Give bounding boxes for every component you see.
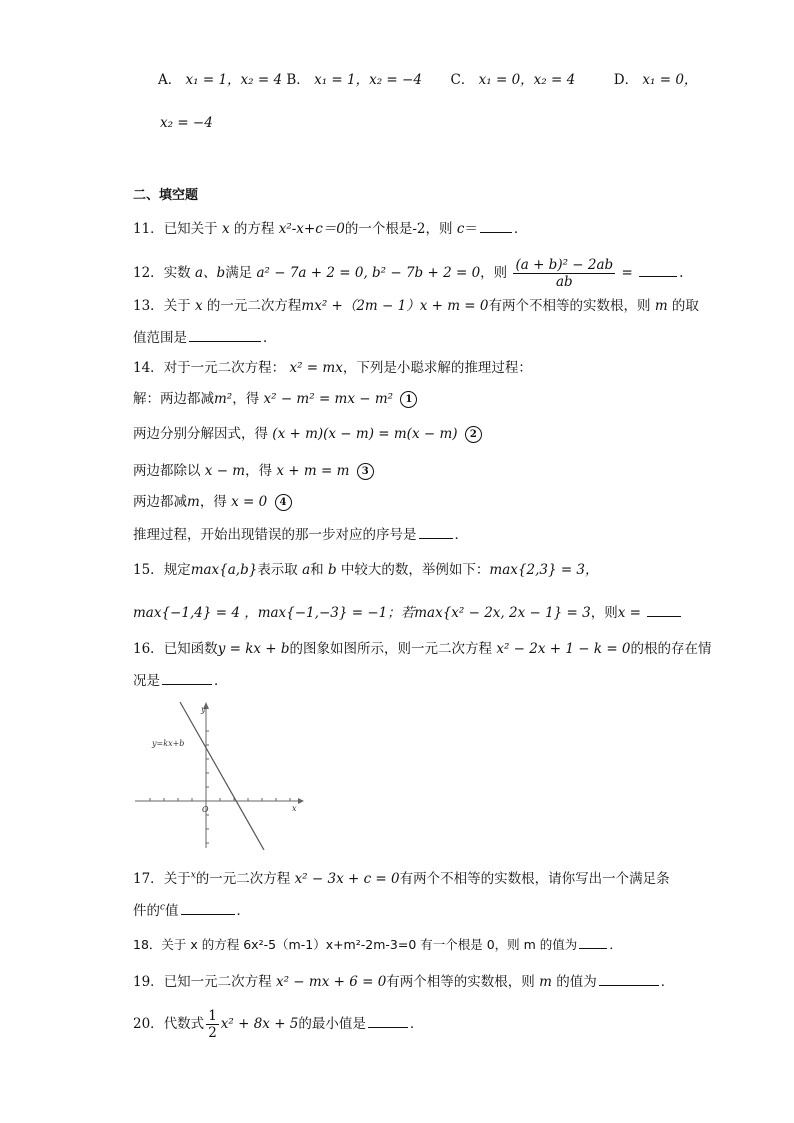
q12-fraction-denominator: ab — [555, 274, 573, 290]
question-15-line1 — [133, 560, 599, 580]
q20-fraction-denominator: 2 — [208, 1025, 217, 1041]
q16-answer-blank[interactable] — [162, 670, 212, 685]
q12-equation: a² − 7a + 2 = 0, b² − 7b + 2 = 0 — [256, 265, 481, 281]
q14-step4-equation: x = 0 — [231, 494, 268, 510]
q20-fraction — [206, 1008, 219, 1041]
q16-text-b: 的图象如图所示，则一元二次方程 — [289, 641, 493, 657]
q14-step1-equation: x² − m² = mx − m² — [263, 391, 394, 407]
question-17-line2 — [133, 900, 250, 921]
option-a-text: x₁ = 1，x₂ = 4 — [185, 72, 283, 88]
q11-var: x — [221, 221, 230, 237]
origin-label: O — [202, 805, 209, 814]
q19-text-a: 已知一元二次方程 — [163, 974, 272, 990]
q11-c: c — [456, 221, 465, 237]
q15-text-then: ，则 — [590, 605, 618, 621]
question-19 — [133, 971, 674, 992]
q17-number: 17． — [133, 871, 164, 887]
q18-number: 18． — [133, 937, 162, 952]
q19-text-b: 有两个相等的实数根，则 — [386, 974, 535, 990]
q16-end: ． — [214, 673, 228, 689]
q12-text-b: 满足 — [225, 265, 253, 281]
q14-step-4 — [133, 492, 292, 512]
q17-text-b: 的一元二次方程 — [195, 871, 291, 887]
q14-step-1 — [133, 389, 417, 409]
option-c-text: x₁ = 0，x₂ = 4 — [478, 72, 576, 88]
q14-step3-equation: x + m = m — [276, 463, 350, 479]
q12-end: . — [679, 265, 684, 281]
q15-definition: max{a,b} — [190, 562, 258, 578]
q13-text-c: 有两个不相等的实数根，则 — [488, 298, 651, 314]
q11-end: ． — [513, 221, 528, 237]
q11-eq-sign: ＝ — [464, 221, 478, 237]
q13-text-d: 的取 — [671, 298, 699, 314]
q14-step2-equation: (x + m)(x − m) = m(x − m) — [272, 426, 458, 442]
question-15-line2 — [133, 602, 683, 623]
q14-number: 14． — [133, 360, 164, 376]
option-d-label: D． — [613, 72, 639, 88]
q15-text-d: 中较大的数，举例如下： — [340, 562, 490, 578]
q14-final — [133, 524, 468, 545]
q14-equation: x² = mx — [289, 360, 343, 376]
step-number-4-badge: 4 — [275, 494, 292, 511]
q14-step1-text-b: ，得 — [232, 391, 260, 407]
option-c-label: C． — [450, 72, 475, 88]
q13-m: m — [654, 298, 668, 314]
question-13-line1 — [133, 296, 699, 316]
question-13-line2 — [133, 327, 277, 348]
q12-fraction — [513, 257, 615, 290]
q17-text-c: 有两个不相等的实数根，请你写出一个满足条 — [399, 871, 670, 887]
q12-text-a: 实数 — [163, 265, 191, 281]
q11-text-c: 的一个根是-2，则 — [344, 221, 453, 237]
q11-equation: x²-x+c＝0 — [278, 221, 345, 237]
option-b-label: B． — [286, 72, 310, 88]
q15-a: a — [302, 562, 311, 578]
q14-end: ． — [454, 527, 468, 543]
q11-text-b: 的方程 — [233, 221, 275, 237]
graph-svg — [130, 700, 305, 850]
q13-number: 13． — [133, 298, 164, 314]
q16-function: y = kx + b — [217, 641, 290, 657]
q19-number: 19． — [133, 974, 164, 990]
function-line — [180, 702, 264, 850]
step-number-2-badge: 2 — [465, 426, 482, 443]
q14-step2-text: 两边分别分解因式，得 — [133, 426, 268, 442]
q16-line2: 况是 — [133, 673, 160, 689]
x-axis-label: x — [292, 804, 297, 813]
q14-intro-a: 对于一元二次方程： — [163, 360, 286, 376]
question-18 — [133, 934, 622, 955]
option-b-text: x₁ = 1，x₂ = −4 — [314, 72, 422, 88]
q14-step-3 — [133, 461, 374, 481]
q15-examples: max{−1,4} = 4 ，max{−1,−3} = −1；若 — [133, 605, 415, 621]
q16-text-a: 已知函数 — [163, 641, 218, 657]
q15-example-1: max{2,3} = 3， — [489, 562, 599, 578]
q14-final-text: 推理过程，开始出现错误的那一步对应的序号是 — [133, 527, 417, 543]
q17-c: c — [160, 902, 166, 913]
q19-equation: x² − mx + 6 = 0 — [275, 974, 387, 990]
q20-expression: x² + 8x + 5 — [220, 1016, 299, 1032]
q13-end: ． — [263, 330, 277, 346]
option-a-label: A． — [158, 72, 182, 88]
q13-equation: mx² +（2m − 1）x + m = 0 — [301, 298, 489, 314]
option-d-text: x₁ = 0， — [642, 72, 698, 88]
q15-text-b: 表示取 — [257, 562, 298, 578]
q13-text-a: 关于 — [163, 298, 191, 314]
q16-text-c: 的根的存在情 — [630, 641, 712, 657]
q20-number: 20． — [133, 1016, 164, 1032]
q11-answer-blank[interactable] — [480, 218, 512, 233]
function-label: y=kx+b — [152, 739, 185, 748]
q11-number: 11． — [133, 221, 164, 237]
q14-step3-divisor: x − m — [204, 463, 246, 479]
q16-number: 16． — [133, 641, 164, 657]
question-14-intro — [133, 358, 532, 378]
q14-step4-text: 两边都减 — [133, 494, 187, 510]
q13-line2: 值范围是 — [133, 330, 187, 346]
question-17-line1 — [133, 869, 670, 889]
q20-end: ． — [409, 1016, 424, 1032]
q19-end: ． — [660, 974, 675, 990]
q14-step1-text: 解：两边都减 — [133, 391, 214, 407]
q17-end: ． — [236, 903, 251, 919]
q15-answer-blank[interactable] — [647, 602, 681, 617]
q20-answer-blank[interactable] — [368, 1013, 408, 1028]
q12-fraction-numerator: (a + b)² − 2ab — [515, 257, 614, 273]
q18-end: ． — [609, 937, 622, 952]
q15-condition: max{x² − 2x, 2x − 1} = 3 — [414, 605, 591, 621]
q12-eq-sign: = — [617, 265, 638, 281]
linear-function-graph — [130, 700, 305, 850]
q17-text-d: 件的 — [133, 903, 160, 919]
question-12 — [133, 256, 683, 290]
q19-m: m — [539, 974, 552, 990]
q12-answer-blank[interactable] — [639, 262, 677, 277]
q18-text: 关于 x 的方程 6x²-5（m-1）x+m²-2m-3=0 有一个根是 0，则 m 的值为 — [161, 937, 578, 952]
q13-var: x — [194, 298, 203, 314]
q17-text-e: 值 — [165, 903, 179, 919]
q15-text-c: 和 — [310, 562, 324, 578]
q13-answer-blank[interactable] — [189, 327, 261, 342]
section-title: 二、填空题 — [133, 188, 199, 203]
question-16-line2 — [133, 670, 228, 691]
q14-intro-b: ，下列是小聪求解的推理过程： — [342, 360, 532, 376]
q14-answer-blank[interactable] — [419, 524, 453, 539]
q15-text-a: 规定 — [163, 562, 191, 578]
q20-fraction-numerator: 1 — [208, 1008, 217, 1024]
step-number-1-badge: 1 — [400, 391, 417, 408]
q12-vars: a、b — [194, 265, 226, 281]
option-d-text-continued: x₂ = −4 — [160, 115, 213, 131]
q20-text-a: 代数式 — [163, 1016, 205, 1032]
q14-step3-text: 两边都除以 — [133, 463, 201, 479]
q10-options-row — [158, 70, 697, 90]
q20-text-b: 的最小值是 — [298, 1016, 366, 1032]
q17-answer-blank[interactable] — [181, 900, 235, 915]
q15-number: 15． — [133, 562, 164, 578]
q12-number: 12． — [133, 265, 164, 281]
y-axis-label: y — [201, 705, 206, 714]
q14-step3-text-b: ，得 — [245, 463, 273, 479]
q19-text-c: 的值为 — [556, 974, 597, 990]
q17-equation: x² − 3x + c = 0 — [294, 871, 400, 887]
q14-step4-m: m — [187, 494, 200, 510]
q13-text-b: 的一元二次方程 — [206, 298, 302, 314]
q14-step4-text-b: ，得 — [199, 494, 227, 510]
x-axis-arrow — [298, 798, 304, 804]
question-16-line1 — [133, 639, 712, 659]
q17-text-a: 关于 — [163, 871, 191, 887]
q15-b: b — [327, 562, 337, 578]
question-20 — [133, 1007, 423, 1041]
q16-equation: x² − 2x + 1 − k = 0 — [496, 641, 631, 657]
q19-answer-blank[interactable] — [599, 971, 659, 986]
q12-text-c: ，则 — [480, 265, 508, 281]
q14-step-2 — [133, 424, 482, 444]
q18-answer-blank[interactable] — [579, 934, 607, 949]
step-number-3-badge: 3 — [357, 463, 374, 480]
q17-x: x — [190, 870, 196, 881]
q15-x: x = — [617, 605, 646, 621]
q11-text: 已知关于 — [163, 221, 218, 237]
q14-step1-m: m² — [214, 391, 233, 407]
question-11 — [133, 218, 527, 239]
